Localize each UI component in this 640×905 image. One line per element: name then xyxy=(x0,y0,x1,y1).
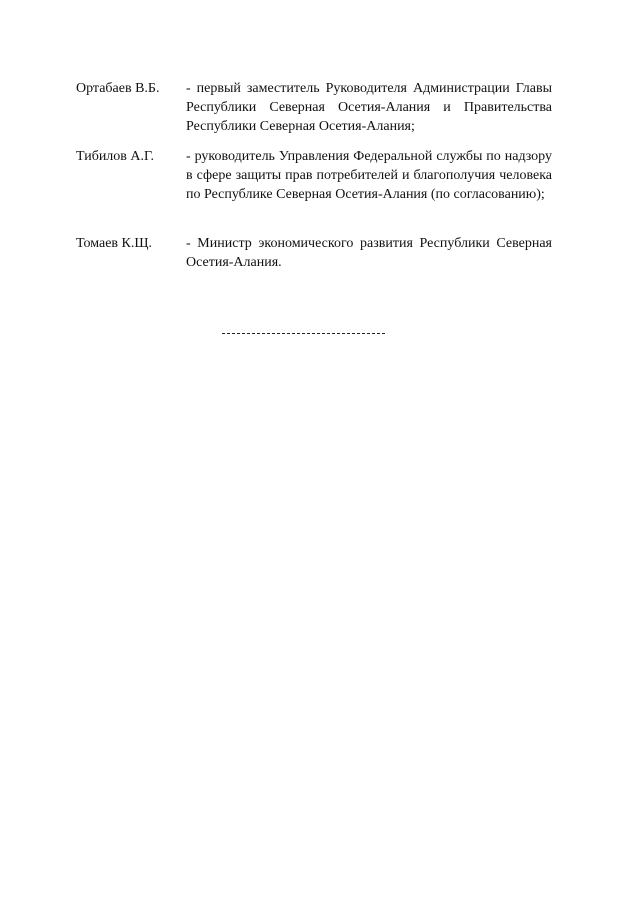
member-name: Тибилов А.Г. xyxy=(76,149,155,164)
member-position: - Министр экономического развития Республики Северная Осетия-Алания. xyxy=(186,236,552,270)
member-position: - первый заместитель Руководителя Администрации Главы Республики Северная Осетия-Алания и Правительства Республики Северная Осетия-Алания; xyxy=(186,81,552,134)
member-name: Томаев К.Щ. xyxy=(76,236,152,251)
closing-divider xyxy=(222,333,385,334)
member-name: Ортабаев В.Б. xyxy=(76,81,160,96)
member-position: - руководитель Управления Федеральной службы по надзору в сфере защиты прав потребителей и благополучия человека по Республике Северная Осетия-Алания (по согласованию); xyxy=(186,149,552,202)
